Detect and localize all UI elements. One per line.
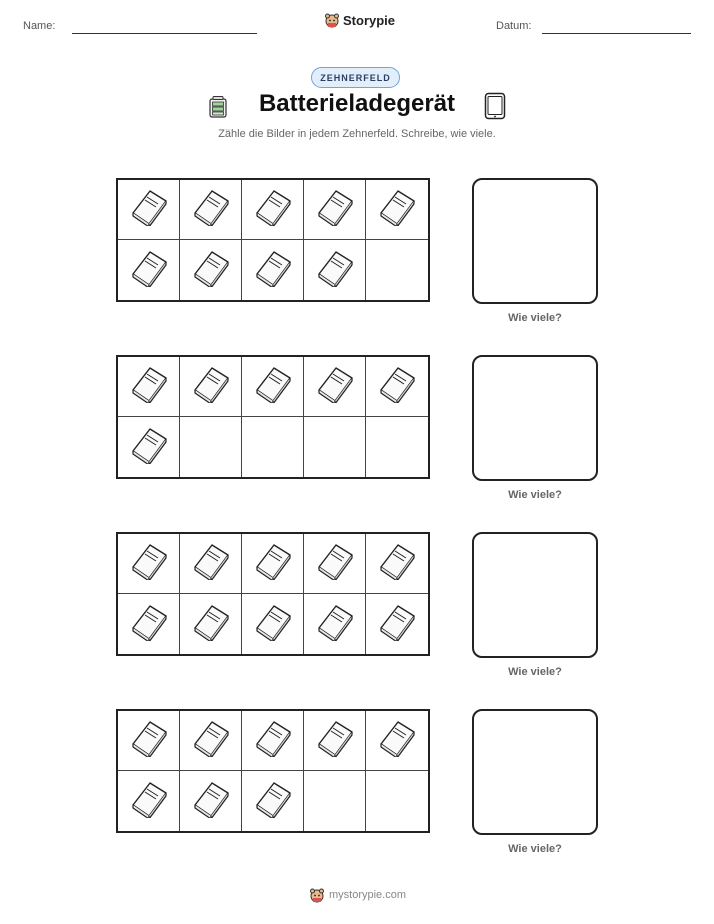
- battery-charger-icon: [128, 426, 170, 469]
- brand: [324, 12, 395, 28]
- battery-charger-icon: [128, 188, 170, 231]
- battery-charger-icon: [314, 365, 356, 408]
- battery-charger-icon: [190, 249, 232, 292]
- battery-charger-icon: [314, 249, 356, 292]
- ten-frame-cell: [118, 771, 180, 831]
- ten-frame-cell: [118, 180, 180, 240]
- ten-frame: [116, 709, 430, 833]
- ten-frame-cell: [180, 711, 242, 771]
- ten-frame-cell: [366, 180, 428, 240]
- footer-site: mystorypie.com: [329, 889, 407, 901]
- ten-frame-cell: [118, 417, 180, 477]
- ten-frame-cell: [118, 240, 180, 300]
- storypie-mascot-icon: [324, 12, 340, 28]
- battery-charger-icon: [190, 719, 232, 762]
- ten-frame-cell: [366, 771, 428, 831]
- battery-charger-icon: [314, 603, 356, 646]
- topic-tag: ZEHNERFELD: [311, 67, 400, 88]
- battery-charger-icon: [128, 603, 170, 646]
- ten-frame-cell: [180, 417, 242, 477]
- battery-charger-icon: [252, 542, 294, 585]
- how-many-label: Wie viele?: [508, 489, 562, 501]
- battery-charger-icon: [128, 542, 170, 585]
- ten-frame-cell: [242, 534, 304, 594]
- battery-charger-icon: [376, 188, 418, 231]
- battery-charger-icon: [376, 719, 418, 762]
- ten-frame-cell: [242, 357, 304, 417]
- page-title: Batterieladegerät: [258, 90, 456, 117]
- battery-charger-icon: [376, 365, 418, 408]
- how-many-label: Wie viele?: [508, 843, 562, 855]
- date-label: Datum:: [496, 20, 532, 32]
- how-many-label: Wie viele?: [508, 666, 562, 678]
- ten-frame-cell: [180, 180, 242, 240]
- ten-frame-cell: [118, 594, 180, 654]
- battery-charger-icon: [252, 603, 294, 646]
- battery-charger-icon: [376, 542, 418, 585]
- ten-frame-cell: [242, 711, 304, 771]
- battery-charger-icon: [128, 365, 170, 408]
- answer-box[interactable]: [472, 532, 598, 658]
- ten-frame-cell: [304, 240, 366, 300]
- ten-frame-cell: [304, 771, 366, 831]
- battery-charger-icon: [128, 780, 170, 823]
- brand-name: Storypie: [343, 12, 396, 28]
- ten-frame-cell: [366, 534, 428, 594]
- ten-frame: [116, 532, 430, 656]
- ten-frame-cell: [180, 534, 242, 594]
- storypie-mascot-icon: [309, 887, 325, 903]
- ten-frame-cell: [304, 417, 366, 477]
- footer: [309, 887, 406, 903]
- answer-box[interactable]: [472, 178, 598, 304]
- battery-charger-icon: [252, 365, 294, 408]
- ten-frame-cell: [242, 180, 304, 240]
- answer-box[interactable]: [472, 709, 598, 835]
- battery-charger-icon: [252, 188, 294, 231]
- battery-charger-icon: [190, 188, 232, 231]
- date-line[interactable]: [542, 33, 691, 34]
- battery-charger-icon: [376, 603, 418, 646]
- instructions: Zähle die Bilder in jedem Zehnerfeld. Schreibe, wie viele.: [218, 128, 496, 140]
- battery-charger-icon: [314, 188, 356, 231]
- ten-frame-cell: [118, 711, 180, 771]
- ten-frame-cell: [366, 357, 428, 417]
- battery-charger-icon: [190, 603, 232, 646]
- ten-frame: [116, 178, 430, 302]
- ten-frame-cell: [304, 534, 366, 594]
- ten-frame-cell: [366, 594, 428, 654]
- ten-frame-cell: [242, 594, 304, 654]
- how-many-label: Wie viele?: [508, 312, 562, 324]
- ten-frame-cell: [242, 240, 304, 300]
- ten-frame-cell: [118, 357, 180, 417]
- answer-box[interactable]: [472, 355, 598, 481]
- ten-frame-cell: [180, 594, 242, 654]
- battery-charger-icon: [128, 249, 170, 292]
- ten-frame-cell: [304, 180, 366, 240]
- ten-frame-cell: [304, 594, 366, 654]
- battery-charger-icon: [252, 249, 294, 292]
- battery-charger-icon: [190, 542, 232, 585]
- ten-frame-cell: [180, 240, 242, 300]
- tablet-icon: [484, 92, 506, 120]
- ten-frame-cell: [366, 711, 428, 771]
- ten-frame-cell: [180, 357, 242, 417]
- battery-charger-icon: [190, 365, 232, 408]
- battery-charger-icon: [207, 95, 229, 119]
- ten-frame-cell: [242, 417, 304, 477]
- ten-frame-cell: [180, 771, 242, 831]
- name-line[interactable]: [72, 33, 257, 34]
- ten-frame-cell: [366, 417, 428, 477]
- battery-charger-icon: [190, 780, 232, 823]
- battery-charger-icon: [252, 780, 294, 823]
- battery-charger-icon: [128, 719, 170, 762]
- ten-frame-cell: [366, 240, 428, 300]
- ten-frame-cell: [242, 771, 304, 831]
- ten-frame-cell: [304, 357, 366, 417]
- ten-frame-cell: [118, 534, 180, 594]
- ten-frame: [116, 355, 430, 479]
- ten-frame-cell: [304, 711, 366, 771]
- battery-charger-icon: [252, 719, 294, 762]
- battery-charger-icon: [314, 719, 356, 762]
- battery-charger-icon: [314, 542, 356, 585]
- name-label: Name:: [23, 20, 56, 32]
